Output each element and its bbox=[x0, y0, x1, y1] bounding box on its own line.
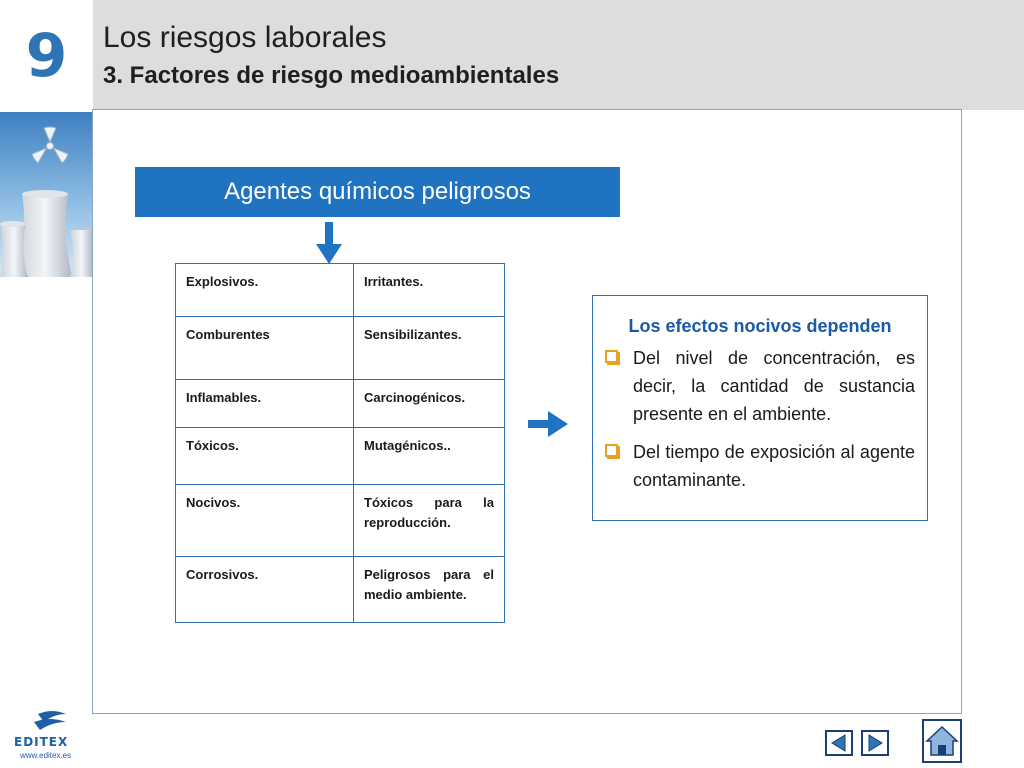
table-cell: Nocivos. bbox=[176, 485, 354, 557]
table-row bbox=[176, 428, 505, 485]
right-arrow-icon bbox=[528, 410, 570, 438]
home-icon bbox=[924, 721, 960, 761]
table-cell: Explosivos. bbox=[176, 264, 354, 317]
prev-button[interactable] bbox=[825, 730, 853, 756]
table-row bbox=[176, 380, 505, 428]
table-row bbox=[176, 485, 505, 557]
table-cell: Corrosivos. bbox=[176, 557, 354, 623]
page-subtitle: 3. Factores de riesgo medioambientales bbox=[103, 62, 560, 89]
table-cell: Carcinogénicos. bbox=[354, 380, 505, 428]
table-cell: Mutagénicos.. bbox=[354, 428, 505, 485]
next-icon bbox=[863, 732, 887, 754]
table-cell: Peligrosos para el medio ambiente. bbox=[354, 557, 505, 623]
effect-bullet bbox=[605, 344, 915, 428]
table-cell: Inflamables. bbox=[176, 380, 354, 428]
table-row bbox=[176, 317, 505, 380]
table-cell: Sensibilizantes. bbox=[354, 317, 505, 380]
effects-box bbox=[592, 295, 928, 521]
next-button[interactable] bbox=[861, 730, 889, 756]
logo-url: www.editex.es bbox=[20, 751, 72, 760]
table-row bbox=[176, 557, 505, 623]
prev-icon bbox=[827, 732, 851, 754]
table-cell: Irritantes. bbox=[354, 264, 505, 317]
logo-text: EDITEX bbox=[14, 735, 69, 749]
home-button[interactable] bbox=[922, 719, 962, 763]
nuclear-plant-image bbox=[0, 112, 93, 277]
page-title: Los riesgos laborales bbox=[103, 21, 387, 54]
chapter-number: 9 bbox=[25, 21, 68, 91]
effects-heading: Los efectos nocivos dependen bbox=[628, 316, 892, 336]
bullet-text: Del tiempo de exposición al agente contaminante. bbox=[633, 442, 915, 490]
checkbox-bullet-icon bbox=[605, 350, 618, 363]
table-row bbox=[176, 264, 505, 317]
down-arrow-icon bbox=[316, 222, 342, 266]
checkbox-bullet-icon bbox=[605, 444, 618, 457]
table-cell: Comburentes bbox=[176, 317, 354, 380]
table-cell: Tóxicos para la reproducción. bbox=[354, 485, 505, 557]
effect-bullet bbox=[605, 438, 915, 494]
bullet-text: Del nivel de concentración, es decir, la cantidad de sustancia presente en el ambiente. bbox=[633, 348, 915, 424]
table-cell: Tóxicos. bbox=[176, 428, 354, 485]
agents-title-box: Agentes químicos peligrosos bbox=[135, 167, 620, 217]
agents-table bbox=[175, 263, 505, 623]
